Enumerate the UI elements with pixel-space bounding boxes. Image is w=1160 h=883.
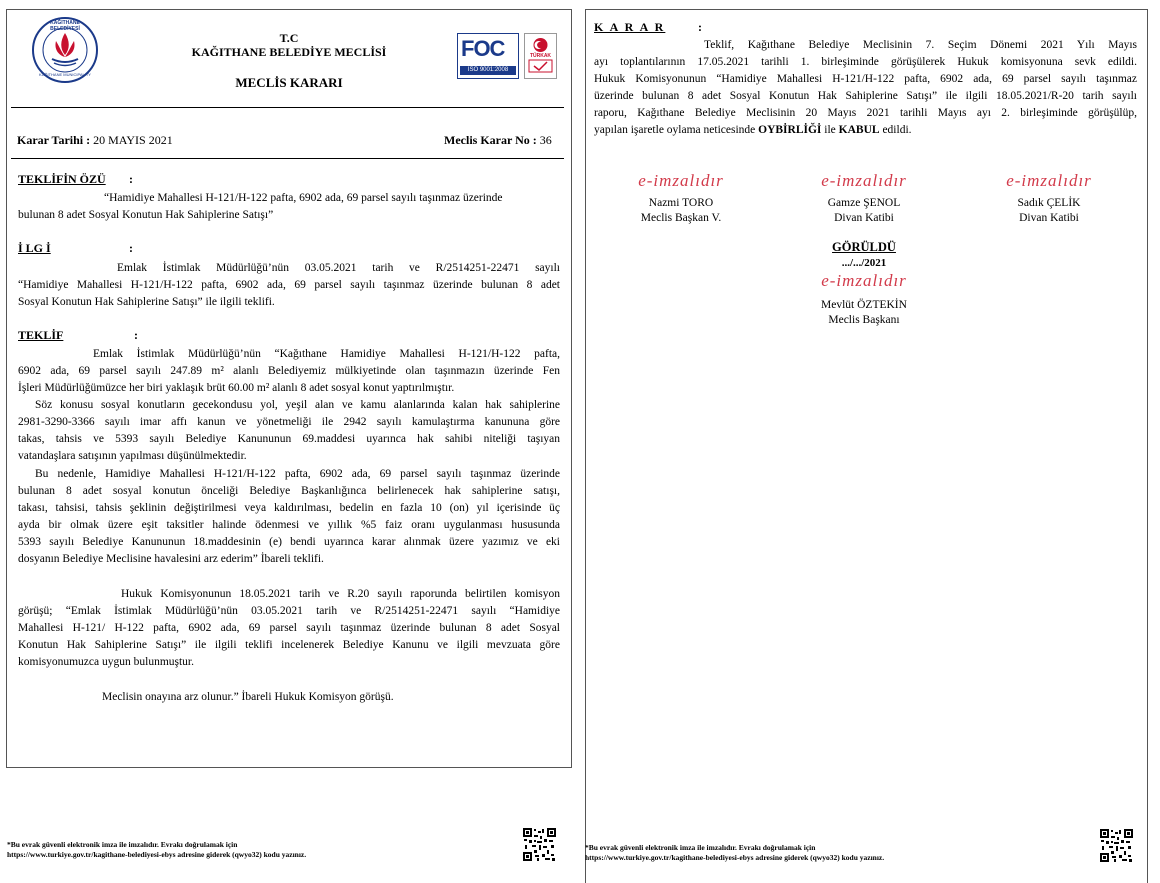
section-colon: : (129, 241, 133, 255)
foc-iso-text: ISO 9001:2008 (460, 66, 516, 75)
decision-date-label: Karar Tarihi : (17, 133, 91, 147)
footer-line-1: *Bu evrak güvenli elektronik imza ile imzalıdır. Evrakı doğrulamak için (585, 843, 816, 852)
teklif-p3-line-1: Bu nedenle, Hamidiye Mahallesi H-121/H-122 pafta, 6902 ada, 69 parsel sayılı taşınmaz üzerinde (35, 468, 560, 480)
teklif-p2-line-4: vatandaşlara satışının yapılması düşünülmektedir. (18, 450, 247, 462)
teklif-p3-line-6: dosyanın Belediye Meclisine havalesini arz ederim” İbareli teklifi. (18, 553, 324, 565)
mayor-signatory (784, 298, 944, 328)
signatory-name: Gamze ŞENOL (827, 197, 901, 209)
header-doc-type: MECLİS KARARI (235, 75, 343, 90)
karar-line-6-mid: ile (821, 124, 839, 136)
teklif-p1-line-1: Emlak İstimlak Müdürlüğü’nün “Kağıthane Hamidiye Mahallesi H-121/H-122 pafta, (93, 348, 560, 360)
komisyon-line-5: komisyonumuzca uygun bulunmuştur. (18, 656, 195, 668)
teklif-p1-line-3: İşleri Müdürlüğümüzce her biri yaklaşık brüt 60.00 m² alanlı 8 adet sosyal konut yaptırılmıştır. (18, 382, 455, 394)
footer-line-1: *Bu evrak güvenli elektronik imza ile imzalıdır. Evrakı doğrulamak için (7, 840, 238, 849)
signatory-name: Nazmi TORO (648, 197, 714, 209)
meta-divider (11, 158, 564, 159)
goruldu-date: .../.../2021 (841, 257, 887, 269)
foc-iso-cert-logo (457, 33, 519, 79)
decision-number (444, 133, 552, 148)
decision-date-value: 20 MAYIS 2021 (93, 133, 173, 147)
vote-result-accepted: KABUL (838, 124, 880, 136)
karar-line-3: Hukuk Komisyonunun “Hamidiye Mahallesi H-121/H-122 pafta, 6902 ada, 69 parsel sayılı taşınmaz (594, 73, 1137, 85)
signatory-name: Sadık ÇELİK (1017, 197, 1081, 209)
vote-result-unanimous: OYBİRLİĞİ (758, 124, 822, 136)
komisyon-line-1: Hukuk Komisyonunun 18.05.2021 tarih ve R.20 sayılı raporunda belirtilen komisyon (121, 588, 560, 600)
section-colon: : (698, 20, 702, 34)
teklif-p1-line-2: 6902 ada, 69 parsel sayılı 247.89 m² alanlı Belediyemiz mülkiyetinde olan taşınmazın üzerinde Fen (18, 365, 560, 377)
section-title-teklif: TEKLİF (18, 328, 64, 342)
komisyon-line-3: Mahallesi H-121/ H-122 pafta, 6902 ada, 69 parsel sayılı taşınmaz üzerinde bulunan 8 adet Sosyal (18, 622, 560, 634)
signatory-name: Mevlüt ÖZTEKİN (821, 299, 907, 311)
section-colon: : (134, 328, 138, 342)
signatory-2 (784, 196, 944, 226)
turkak-text: TÜRKAK (529, 53, 552, 59)
e-signature-stamp: e-imzalıdır (821, 271, 907, 290)
left-footer-note (7, 840, 507, 860)
decision-number-label: Meclis Karar No : (444, 133, 537, 147)
komisyon-line-2: görüşü; “Emlak İstimlak Müdürlüğü’nün 03.05.2021 tarih ve R/2514251-22471 sayılı “Hamidiye (18, 605, 560, 617)
right-document-page (585, 9, 1148, 883)
goruldu-title: GÖRÜLDÜ (832, 240, 896, 254)
section-title-teklif-ozu: TEKLİFİN ÖZÜ (18, 172, 106, 186)
teklif-p3-line-3: takası, tahsisi, tahsis şeklinin değiştirilmesi veya kaldırılması, bedelin en fazla 10 (on) yıl içerisinde üç (18, 502, 560, 514)
teklif-p3-line-4: ayda bir olmak üzere eşit taksitler halinde ödenmesi ve yıllık %5 faiz oranı uygulanması hususunda (18, 519, 560, 531)
karar-line-6 (594, 122, 1137, 139)
ilgi-line-2: “Hamidiye Mahallesi H-121/H-122 pafta, 6902 ada, 69 parsel sayılı taşınmaz üzerinde bulunan 8 adet (18, 279, 560, 291)
turkak-logo (524, 33, 557, 79)
ilgi-line-3: Sosyal Konutun Hak Sahiplerine Satışı” ile ilgili teklifi. (18, 296, 275, 308)
karar-line-2: ayı toplantılarının 17.05.2021 tarihli 1. birleşiminde görüşülerek Hukuk komisyonuna sevk edildi. (594, 56, 1137, 68)
signatory-1 (601, 196, 761, 226)
komisyon-line-4: Konutun Hak Sahiplerine Satışı” ile ilgili teklifi incelenerek Belediye Kanunu ve ilgili mevzuata göre (18, 639, 560, 651)
header-council: KAĞITHANE BELEDİYE MECLİSİ (191, 45, 387, 59)
decision-date (17, 133, 173, 148)
karar-line-6-pre: yapılan işaretle oylama neticesinde (594, 124, 759, 136)
logo-ring-text-bottom: KAĞITHANE MUNICIPALITY (39, 72, 91, 77)
signatory-title: Meclis Başkanı (828, 314, 900, 326)
karar-line-1: Teklif, Kağıthane Belediye Meclisinin 7. Seçim Dönemi 2021 Yılı Mayıs (704, 39, 1137, 51)
teklif-ozu-line-1: “Hamidiye Mahallesi H-121/H-122 pafta, 6902 ada, 69 parsel sayılı taşınmaz üzerinde (104, 192, 503, 204)
komisyon-line-6: Meclisin onayına arz olunur.” İbareli Hukuk Komisyon görüşü. (102, 691, 394, 703)
teklif-p2-line-1: Söz konusu sosyal konutların gecekondusu yol, yeşil alan ve kamu alanlarında kalan hak sahiplerine (35, 399, 560, 411)
karar-line-4: üzerinde bulunan 8 adet Sosyal Konutun Hak Sahiplerine Satışı” ile ilgili 18.05.2021/R-20 tarih sayılı (594, 90, 1137, 102)
section-colon: : (129, 172, 133, 186)
footer-line-2: https://www.turkiye.gov.tr/kagithane-belediyesi-ebys adresine giderek (qwyo32) kodu yazınız. (585, 853, 885, 862)
teklif-p2-line-3: takas, tahsis ve 5393 sayılı Belediye Kanununun 69.maddesi uyarınca hak sahibi niteliği taşıyan (18, 433, 560, 445)
section-title-ilgi: İ LG İ (18, 241, 51, 255)
teklif-p3-line-5: 5393 sayılı Belediye Kanununun 18.maddesinin (e) bendi uyarınca karar alınmak üzere yazımız ve eki (18, 536, 560, 548)
qr-code-icon (1100, 829, 1133, 862)
signatory-title: Meclis Başkan V. (640, 212, 722, 224)
karar-line-5: raporu, Kağıthane Belediye Meclisinin 20 Mayıs 2021 tarihli Mayıs ayı 2. birleşiminde görüşülüp, (594, 107, 1137, 119)
header-tc: T.C (279, 31, 299, 45)
municipality-logo (32, 17, 98, 83)
qr-code-icon (523, 828, 556, 861)
header-divider (11, 107, 564, 108)
footer-line-2: https://www.turkiye.gov.tr/kagithane-belediyesi-ebys adresine giderek (qwyo32) kodu yazınız. (7, 850, 307, 859)
signatory-3 (969, 196, 1129, 226)
foc-logo-text: FOC (461, 36, 505, 61)
signatory-title: Divan Katibi (834, 212, 894, 224)
right-page-top-border (585, 9, 1148, 10)
teklif-p3-line-2: bulunan 8 adet sosyal konutun önceliği Belediye Başkanlığınca belirlenecek hak sahiplerine satışı, (18, 485, 560, 497)
karar-line-6-post: edildi. (879, 124, 912, 136)
e-signature-stamp: e-imzalıdır (638, 171, 724, 190)
logo-ring-text: KAĞITHANE BELEDİYESİ (50, 20, 80, 32)
ilgi-line-1: Emlak İstimlak Müdürlüğü’nün 03.05.2021 tarih ve R/2514251-22471 sayılı (117, 262, 560, 274)
teklif-p2-line-2: 2981-3290-3366 sayılı imar affı kanun ve yönetmeliği ile 2942 sayılı kamulaştırma kanununa göre (18, 416, 560, 428)
signatory-title: Divan Katibi (1019, 212, 1079, 224)
teklif-ozu-line-2: bulunan 8 adet Sosyal Konutun Hak Sahiplerine Satışı” (18, 209, 274, 221)
right-footer-note (585, 843, 1085, 863)
decision-number-value: 36 (539, 133, 552, 147)
section-title-karar: K A R A R (594, 20, 666, 34)
e-signature-stamp: e-imzalıdır (1006, 171, 1092, 190)
e-signature-stamp: e-imzalıdır (821, 171, 907, 190)
